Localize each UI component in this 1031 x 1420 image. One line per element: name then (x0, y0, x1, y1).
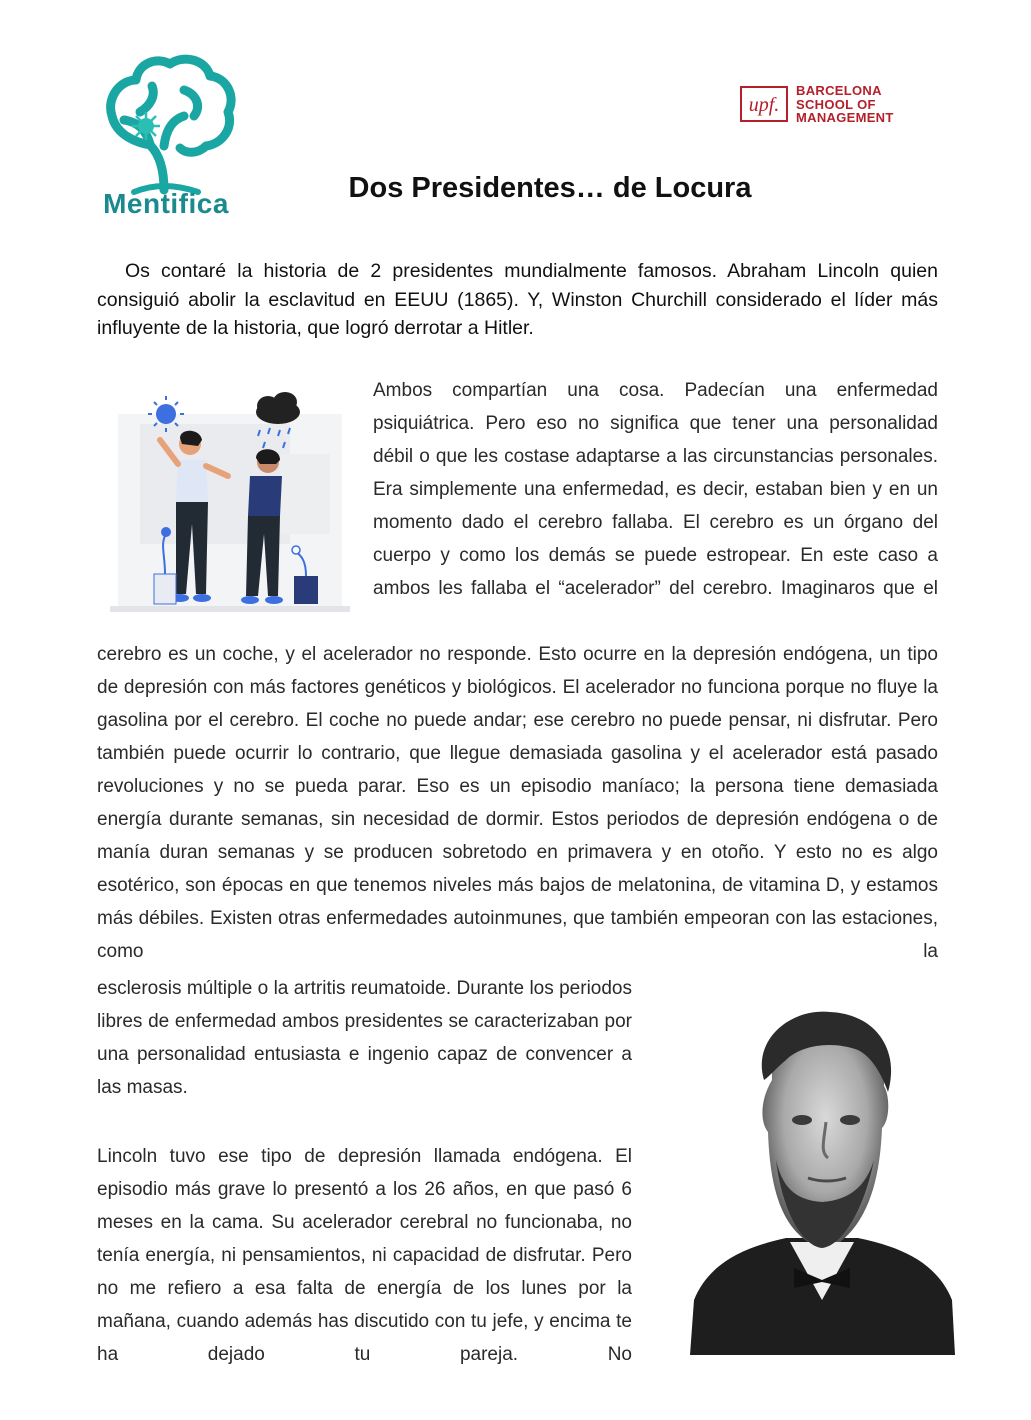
bsm-line-3: MANAGEMENT (796, 110, 894, 125)
brain-tree-icon (94, 50, 242, 200)
body-block-4 (97, 1140, 632, 1371)
body-block-1 (373, 374, 938, 605)
bsm-line-1: BARCELONA (796, 83, 882, 98)
upf-bsm-logo (740, 84, 940, 126)
body-block-2 (97, 638, 938, 968)
body-paragraph-4: Lincoln tuvo ese tipo de depresión llamada endógena. El episodio más grave lo presentó a los 26 años, en que pasó 6 meses en la cama. Su acelerador cerebral no funcionaba, no tenía energía, ni pensamientos, ni capacidad de disfrutar. Pero no me refiero a esa falta de energía de los lunes por la mañana, cuando además has discutido con tu jefe, y encima te ha dejado tu pareja. No (97, 1146, 632, 1365)
body-paragraph-2: cerebro es un coche, y el acelerador no responde. Esto ocurre en la depresión endógena, un tipo de depresión con más factores genéticos y biológicos. El acelerador no funciona porque no fluye la gasolina por el cerebro. El coche no puede andar; ese cerebro no puede pensar, ni disfrutar. Pero también puede ocurrir lo contrario, que llegue demasiada gasolina y el acelerador está pasado revoluciones y no se pueda parar. Eso es un episodio maníaco; la persona tiene demasiada energía durante semanas, sin necesidad de dormir. Estos periodos de depresión endógena o de manía duran semanas y se producen sobretodo en primavera y en otoño. Y esto no es algo esotérico, son épocas en que tenemos niveles más bajos de melatonina, de vitamina D, y estamos más débiles. Existen otras enfermedades autoinmunes, que también empeoran con las estaciones, como la (97, 644, 938, 962)
bsm-wordmark (796, 84, 894, 125)
upf-mark: upf. (740, 86, 788, 122)
bsm-line-2: SCHOOL OF (796, 96, 876, 112)
document-title: Dos Presidentes… de Locura (348, 172, 752, 204)
body-block-3 (97, 972, 632, 1104)
two-people-illustration (110, 384, 350, 616)
mentifica-logo (80, 36, 252, 230)
body-paragraph-1: Ambos compartían una cosa. Padecían una enfermedad psiquiátrica. Pero eso no significa que tener una personalidad débil o que les costase adaptarse a las circunstancias personales. Era simplemente una enfermedad, es decir, estaban bien y en un momento dado el cerebro fallaba. El cerebro es un órgano del cuerpo y como los demás se puede estropear. En este caso a ambos les fallaba el “acelerador” del cerebro. Imaginaros que el (373, 380, 938, 599)
lincoln-portrait (690, 1010, 955, 1355)
body-paragraph-3: esclerosis múltiple o la artritis reumatoide. Durante los periodos libres de enfermedad ambos presidentes se caracterizaban por una personalidad entusiasta e ingenio capaz de convencer a las masas. (97, 978, 632, 1098)
logo-wordmark: Mentifica (103, 188, 229, 219)
intro-paragraph: Os contaré la historia de 2 presidentes mundialmente famosos. Abraham Lincoln quien consiguió abolir la esclavitud en EEUU (1865). Y, Winston Churchill considerado el líder más influyente de la historia, que logró derrotar a Hitler. (97, 260, 938, 339)
